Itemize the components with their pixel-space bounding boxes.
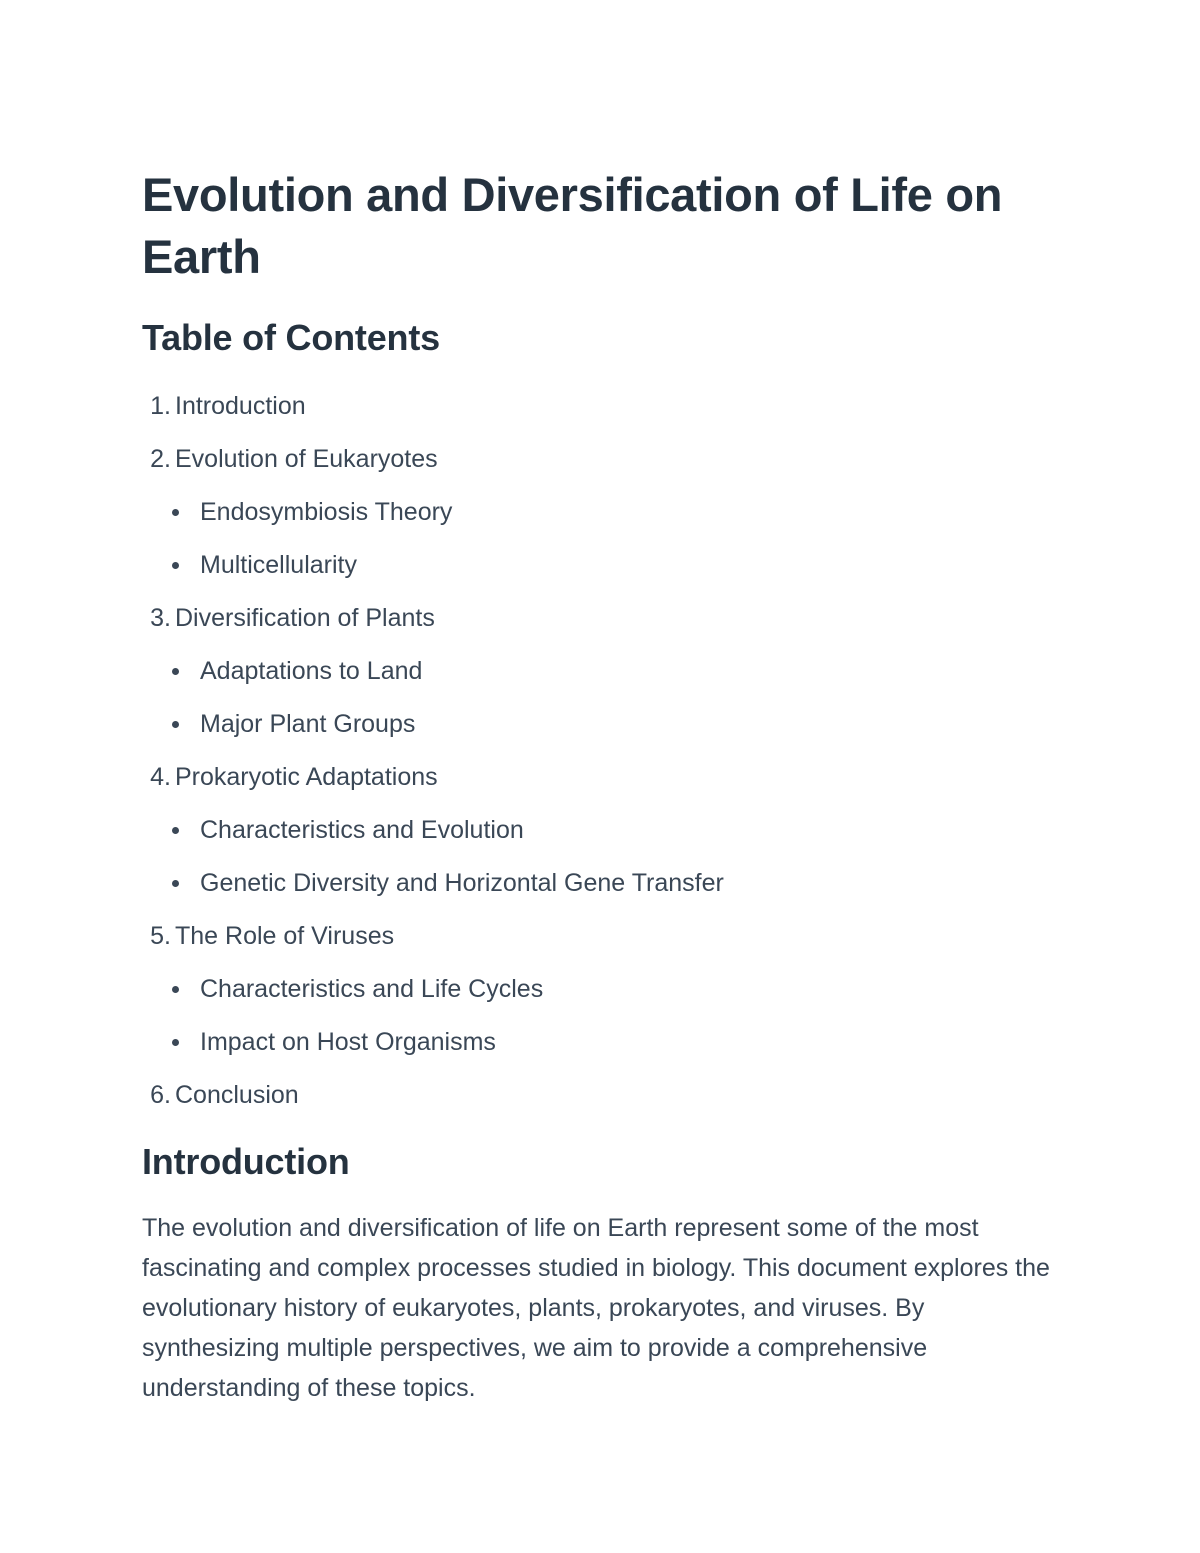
toc-subitem-characteristics-and-evolution xyxy=(142,804,724,857)
toc-item-conclusion xyxy=(142,1069,724,1122)
toc-subitem-label: Genetic Diversity and Horizontal Gene Transfer xyxy=(200,869,724,897)
toc-item-diversification-of-plants xyxy=(142,592,724,645)
toc-subitem-major-plant-groups xyxy=(142,698,724,751)
bullet-icon xyxy=(172,1039,179,1046)
toc-subitem-endosymbiosis-theory xyxy=(142,486,724,539)
toc-item-number: 2. xyxy=(150,445,171,473)
toc-subitem-multicellularity xyxy=(142,539,724,592)
toc-subitem-characteristics-and-life-cycles xyxy=(142,963,724,1016)
bullet-icon xyxy=(172,721,179,728)
bullet-icon xyxy=(172,827,179,834)
toc-item-number: 4. xyxy=(150,763,171,791)
toc-item-label: The Role of Viruses xyxy=(175,922,395,950)
toc-heading: Table of Contents xyxy=(142,317,440,358)
toc-subitem-label: Multicellularity xyxy=(200,551,357,579)
toc-item-number: 6. xyxy=(150,1081,171,1109)
toc-item-label: Evolution of Eukaryotes xyxy=(175,445,438,473)
toc-item-label: Diversification of Plants xyxy=(175,604,435,632)
toc-subitem-genetic-diversity xyxy=(142,857,724,910)
toc-subitem-label: Characteristics and Evolution xyxy=(200,816,524,844)
bullet-icon xyxy=(172,668,179,675)
bullet-icon xyxy=(172,880,179,887)
toc-item-label: Introduction xyxy=(175,392,306,420)
toc-item-label: Conclusion xyxy=(175,1081,299,1109)
document-title: Evolution and Diversification of Life on Earth xyxy=(142,168,1003,283)
toc-subitem-label: Endosymbiosis Theory xyxy=(200,498,453,526)
toc-item-introduction xyxy=(142,380,724,433)
toc-item-number: 5. xyxy=(150,922,171,950)
bullet-icon xyxy=(172,562,179,569)
introduction-heading: Introduction xyxy=(142,1141,350,1182)
introduction-paragraph: The evolution and diversification of life on Earth represent some of the most fascinating and complex processes studied in biology. This document explores the evolutionary history of eukaryotes, plants, prokaryotes, and viruses. By synthesizing multiple perspectives, we aim to provide a comprehensive understanding of these topics. xyxy=(142,1214,1050,1402)
toc-item-number: 1. xyxy=(150,392,171,420)
bullet-icon xyxy=(172,986,179,993)
toc-item-number: 3. xyxy=(150,604,171,632)
toc-subitem-label: Major Plant Groups xyxy=(200,710,416,738)
toc-subitem-impact-on-host-organisms xyxy=(142,1016,724,1069)
toc-subitem-label: Characteristics and Life Cycles xyxy=(200,975,544,1003)
table-of-contents xyxy=(142,380,724,1122)
toc-item-label: Prokaryotic Adaptations xyxy=(175,763,438,791)
toc-item-evolution-of-eukaryotes xyxy=(142,433,724,486)
bullet-icon xyxy=(172,509,179,516)
toc-subitem-label: Impact on Host Organisms xyxy=(200,1028,496,1056)
toc-subitem-label: Adaptations to Land xyxy=(200,657,423,685)
toc-item-prokaryotic-adaptations xyxy=(142,751,724,804)
toc-subitem-adaptations-to-land xyxy=(142,645,724,698)
toc-item-role-of-viruses xyxy=(142,910,724,963)
